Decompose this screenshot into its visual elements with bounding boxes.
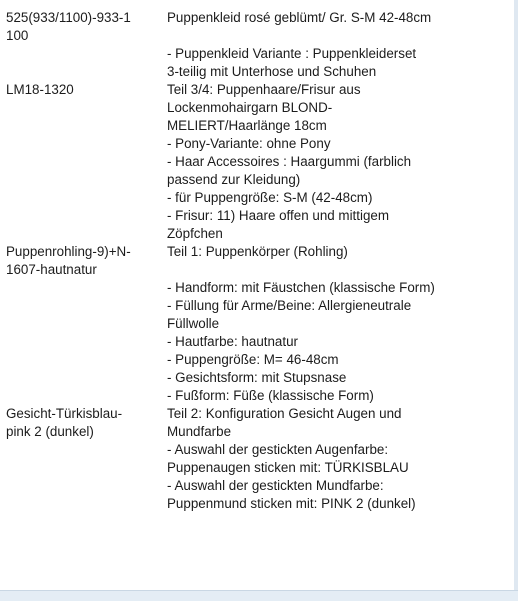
item-sku-line: pink 2 (dunkel): [6, 424, 94, 439]
item-description-line: Teil 1: Puppenkörper (Rohling): [167, 244, 348, 259]
description-spacer: [167, 261, 504, 279]
item-description-line: - Puppengröße: M= 46-48cm: [167, 352, 339, 367]
order-items-body: [6, 9, 504, 513]
item-description-line: Zöpfchen: [167, 226, 223, 241]
item-description-line: - Auswahl der gestickten Mundfarbe:: [167, 478, 384, 493]
item-description-line: - Hautfarbe: hautnatur: [167, 334, 299, 349]
description-spacer: [167, 27, 504, 45]
item-row: [6, 405, 504, 513]
item-sku-cell: [6, 81, 167, 243]
item-description-line: Puppenaugen sticken mit: TÜRKISBLAU: [167, 460, 409, 475]
item-description-cell: [167, 81, 504, 243]
item-sku-cell: [6, 9, 167, 81]
item-sku-line: Puppenrohling-9)+N-: [6, 244, 131, 259]
item-description-line: Puppenmund sticken mit: PINK 2 (dunkel): [167, 496, 416, 511]
item-sku-line: Gesicht-Türkisblau-: [6, 406, 123, 421]
item-description-line: - Füllung für Arme/Beine: Allergieneutrale: [167, 298, 412, 313]
item-sku-cell: [6, 405, 167, 513]
item-description-line: - für Puppengröße: S-M (42-48cm): [167, 190, 373, 205]
order-items-table: [6, 9, 504, 513]
item-description-line: - Auswahl der gestickten Augenfarbe:: [167, 442, 389, 457]
item-description-line: - Handform: mit Fäustchen (klassische Form): [167, 280, 435, 295]
item-description-line: Teil 3/4: Puppenhaare/Frisur aus: [167, 82, 361, 97]
item-sku-line: 1607-hautnatur: [6, 262, 97, 277]
page-bottom-band: [0, 590, 518, 601]
item-sku-cell: [6, 243, 167, 405]
item-row: [6, 9, 504, 81]
item-description-line: Lockenmohairgarn BLOND-: [167, 100, 333, 115]
item-description-line: 3-teilig mit Unterhose und Schuhen: [167, 64, 377, 79]
item-sku-line: 525(933/1100)-933-1: [6, 10, 131, 25]
item-row: [6, 243, 504, 405]
item-sku-line: LM18-1320: [6, 82, 74, 97]
item-description-cell: [167, 9, 504, 81]
page-right-edge: [514, 0, 518, 600]
item-description-line: Puppenkleid rosé geblümt/ Gr. S-M 42-48cm: [167, 10, 432, 25]
item-description-line: MELIERT/Haarlänge 18cm: [167, 118, 327, 133]
item-description-line: passend zur Kleidung): [167, 172, 301, 187]
item-sku-line: 100: [6, 28, 29, 43]
item-row: [6, 81, 504, 243]
item-description-line: Mundfarbe: [167, 424, 232, 439]
item-description-line: - Puppenkleid Variante : Puppenkleiderset: [167, 46, 417, 61]
item-description-line: - Frisur: 11) Haare offen und mittigem: [167, 208, 390, 223]
item-description-line: - Gesichtsform: mit Stupsnase: [167, 370, 347, 385]
item-description-cell: [167, 243, 504, 405]
item-description-line: Füllwolle: [167, 316, 220, 331]
item-description-line: - Fußform: Füße (klassische Form): [167, 388, 374, 403]
item-description-line: - Haar Accessoires : Haargummi (farblich: [167, 154, 412, 169]
item-description-line: Teil 2: Konfiguration Gesicht Augen und: [167, 406, 402, 421]
item-description-cell: [167, 405, 504, 513]
item-description-line: - Pony-Variante: ohne Pony: [167, 136, 331, 151]
